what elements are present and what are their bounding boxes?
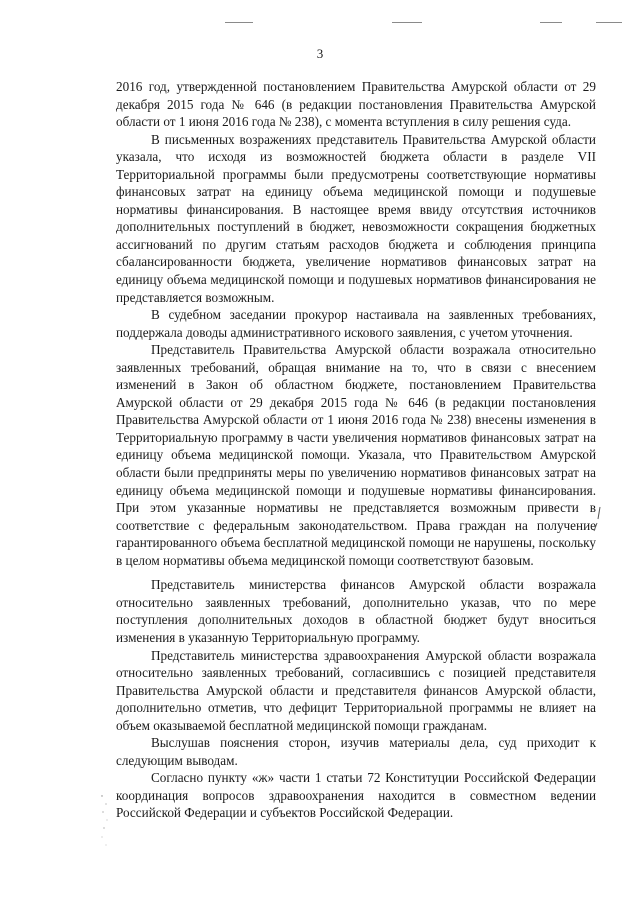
scan-specks: [98, 790, 112, 850]
paragraph: Выслушав пояснения сторон, изучив материалы дела, суд приходит к следующим выводам.: [116, 735, 596, 768]
paragraph: Представитель министерства финансов Амурской области возражала относительно заявленных требований, дополнительно указав, что по мере поступления дополнительных доходов в областной бюджет будут вноситься изменения в указанную Территориальную программу.: [116, 577, 596, 645]
document-body: [116, 78, 596, 822]
paragraph: В письменных возражениях представитель Правительства Амурской области указала, что исходя из возможностей бюджета области в разделе VII Территориальной программы были предусмотрены соответствующие нормативы финансовых затрат на единицу объема медицинской помощи и подушевые нормативы финансирования. В настоящее время ввиду отсутствия источников дополнительных поступлений в бюджет, невозможности сокращения бюджетных ассигнований по другим статьям расходов бюджета и соблюдения принципа сбалансированности бюджета, увеличение нормативов финансовых затрат на единицу объема медицинской помощи и подушевых нормативов финансирования не представляется возможным.: [116, 131, 596, 305]
paragraph: Представитель Правительства Амурской области возражала относительно заявленных требований, обращая внимание на то, что в связи с внесением изменений в Закон об областном бюджете, постановлением Правительства Амурской области от 29 декабря 2015 года № 646 (в редакции постановления Правительства Амурской области от 1 июня 2016 года № 238) внесены изменения в Территориальную программу в части увеличения нормативов финансовых затрат на единицу объема медицинской помощи. Указала, что Правительством Амурской области были предприняты меры по увеличению нормативов финансовых затрат на единицу объема медицинской помощи и подушевые нормативы финансирования. При этом указанные нормативы не представляется возможным привести в соответствие с федеральным законодательством. Права граждан на получение гарантированного объема бесплатной медицинской помощи не нарушены, поскольку в целом нормативы объема медицинской помощи соответствуют базовым.: [116, 342, 596, 568]
paragraph: Согласно пункту «ж» части 1 статьи 72 Конституции Российской Федерации координация вопросов здравоохранения находится в совместном ведении Российской Федерации и субъектов Российской Федерации.: [116, 770, 596, 821]
paragraph: Представитель министерства здравоохранения Амурской области возражала относительно заявленных требований, согласившись с позицией представителя Правительства Амурской области и представителя финансов Амурской области, дополнительно отметив, что дефицит Территориальной программы не влияет на объем оказываемой бесплатной медицинской помощи гражданам.: [116, 647, 596, 733]
paragraph: 2016 год, утвержденной постановлением Правительства Амурской области от 29 декабря 2015 года № 646 (в редакции постановления Правительства Амурской области от 1 июня 2016 года № 238), с момента вступления в силу решения суда.: [116, 79, 596, 130]
page-number: 3: [316, 46, 324, 61]
margin-pen-mark: [590, 505, 610, 535]
scan-edge-marks: [0, 22, 640, 30]
paragraph: В судебном заседании прокурор настаивала на заявленных требованиях, поддержала доводы административного искового заявления, с учетом уточнения.: [116, 307, 596, 340]
